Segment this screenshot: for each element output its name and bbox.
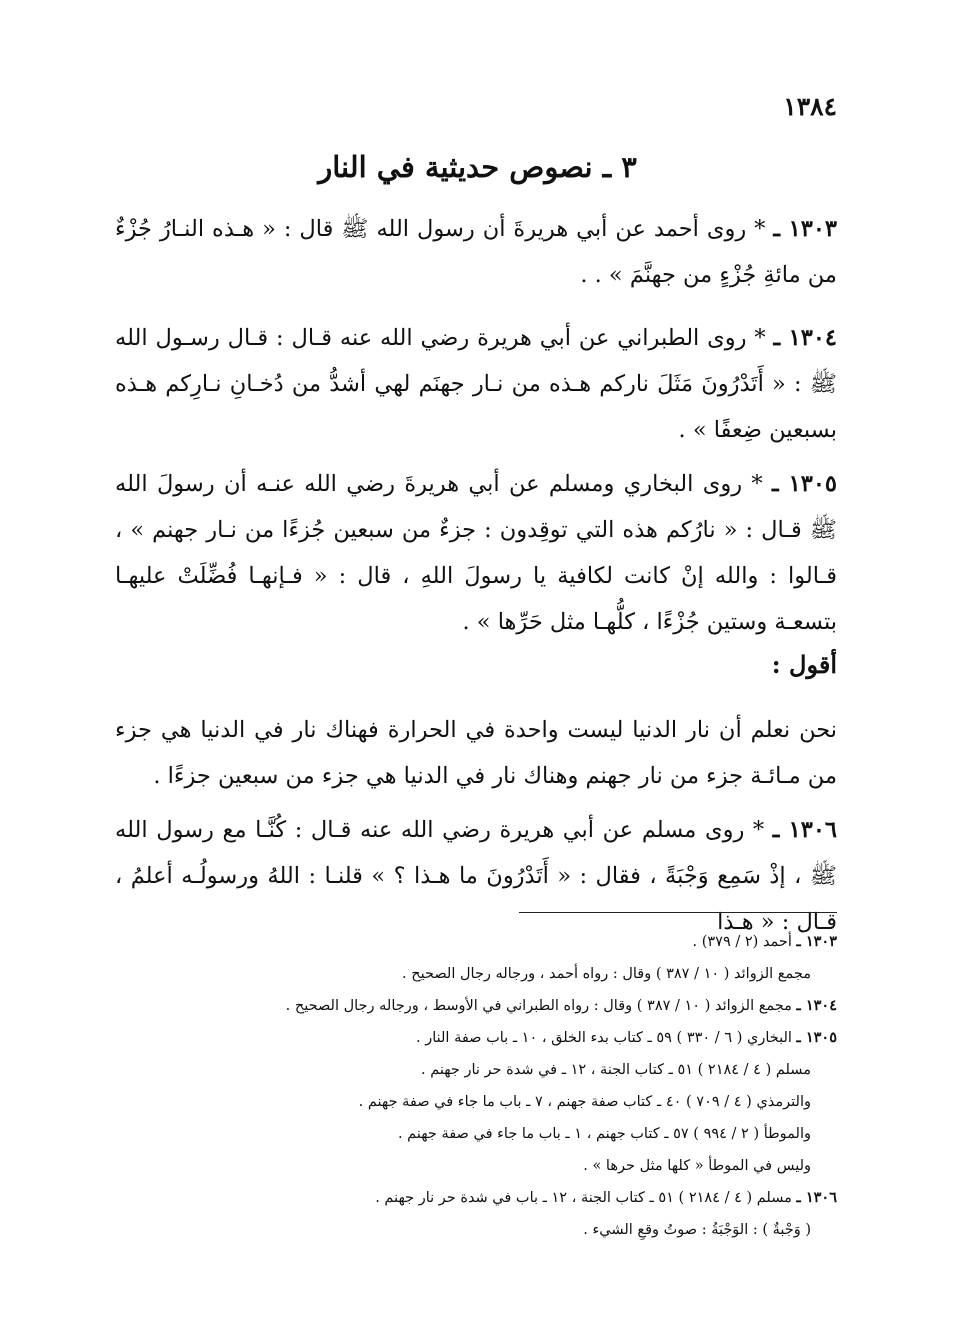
hadith-number: ١٣٠٤ ـ	[773, 325, 837, 351]
commentary-text: نحن نعلم أن نار الدنيا ليست واحدة في الحرارة فهناك نار في الدنيا هي جزء من مـائـة جزء من نار جهنم وهناك نار في الدنيا هي جزء من سبعين جزءًا .	[115, 717, 837, 789]
footnote-text: البخاري ( ٦ / ٣٣٠ ) ٥٩ ـ كتاب بدء الخلق ، ١٠ ـ باب صفة النار .	[416, 1030, 792, 1046]
footnote-text: مجمع الزوائد ( ١٠ / ٣٨٧ ) وقال : رواه الطبراني في الأوسط ، ورجاله رجال الصحيح .	[285, 998, 792, 1014]
footnote-text: والترمذي ( ٤ / ٧٠٩ ) ٤٠ ـ كتاب صفة جهنم ، ٧ ـ باب ما جاء في صفة جهنم .	[358, 1094, 811, 1110]
footnote	[115, 1086, 837, 1118]
footnote-divider	[519, 912, 837, 913]
footnote	[115, 1054, 837, 1086]
footnote	[115, 1150, 837, 1182]
footnote-text: مجمع الزوائد ( ١٠ / ٣٨٧ ) وقال : رواه أحمد ، ورجاله رجال الصحيح .	[402, 966, 811, 982]
hadith-paragraph	[115, 807, 837, 945]
footnote-number: ١٣٠٥ ـ	[796, 1029, 837, 1046]
commentary-paragraph	[115, 707, 837, 799]
hadith-text: * روى مسلم عن أبي هريرة رضي الله عنه قـال : كُنَّـا مع رسول الله ﷺ ، إذْ سَمِع وَجْبَةً ، فقال : « أَتَدْرُونَ ما هـذا ؟ » قلنـا : اللهُ ورسولُـه أعلمُ ، قـال : « هـذا	[115, 817, 837, 935]
footnote-number: ١٣٠٦ ـ	[796, 1189, 837, 1206]
footnote-text: مسلم ( ٤ / ٢١٨٤ ) ٥١ ـ كتاب الجنة ، ١٢ ـ في شدة حر نار جهنم .	[420, 1062, 811, 1078]
hadith-text: * روى أحمد عن أبي هريرةَ أن رسول الله ﷺ قال : « هـذه النـارُ جُزْءٌ من مائةِ جُزْءٍ من جهنَّمَ » . .	[115, 216, 837, 288]
footnote-number: ١٣٠٣ ـ	[796, 933, 837, 950]
footnote-text: ( وَجْبةٌ ) : الوَجْبَةُ : صوتُ وقعِ الشيء .	[583, 1222, 811, 1238]
footnote	[115, 958, 837, 990]
footnote-number: ١٣٠٤ ـ	[796, 997, 837, 1014]
commentary-heading: أقول :	[771, 650, 837, 679]
hadith-text: * روى البخاري ومسلم عن أبي هريرةَ رضي الله عنـه أن رسولَ الله ﷺ قـال : « نارُكم هذه التي توقِدون : جزءٌ من سبعين جُزءًا من نـار جهنم » ، قـالوا : والله إنْ كانت لكافية يا رسولَ اللهِ ، قال : « فـإنهـا فُضِّلَتْ عليهـا بتسعـة وستين جُزْءًا ، كلُّهـا مثل حَرِّها » .	[115, 471, 837, 635]
footnotes	[115, 926, 837, 1246]
hadith-text: * روى الطبراني عن أبي هريرة رضي الله عنه قـال : قـال رسـول الله ﷺ : « أَتَدْرُونَ مَثَلَ ناركم هـذه من نـار جهنَم لهي أشدُّ من دُخـانِ نـارِكم هـذه بسبعين ضِعفًا » .	[115, 325, 837, 443]
hadith-number: ١٣٠٥ ـ	[772, 471, 837, 497]
hadith-paragraph	[115, 206, 837, 298]
section-title: ٣ ـ نصوص حديثية في النار	[318, 150, 637, 184]
footnote-text: مسلم ( ٤ / ٢١٨٤ ) ٥١ ـ كتاب الجنة ، ١٢ ـ باب في شدة حر نار جهنم .	[375, 1190, 792, 1206]
footnote-text: وليس في الموطأ « كلها مثل حرها » .	[583, 1158, 811, 1174]
hadith-number: ١٣٠٦ ـ	[772, 817, 837, 843]
footnote	[115, 990, 837, 1022]
footnote	[115, 1182, 837, 1214]
footnote-text: والموطأ ( ٢ / ٩٩٤ ) ٥٧ ـ كتاب جهنم ، ١ ـ باب ما جاء في صفة جهنم .	[397, 1126, 811, 1142]
hadith-number: ١٣٠٣ ـ	[773, 216, 838, 242]
hadith-paragraph	[115, 461, 837, 645]
footnote	[115, 926, 837, 958]
page-number: ١٣٨٤	[783, 92, 837, 121]
hadith-paragraph	[115, 315, 837, 453]
footnote-text: أحمد (٢ / ٣٧٩) .	[692, 934, 792, 950]
footnote	[115, 1118, 837, 1150]
footnote	[115, 1022, 837, 1054]
footnote	[115, 1214, 837, 1246]
